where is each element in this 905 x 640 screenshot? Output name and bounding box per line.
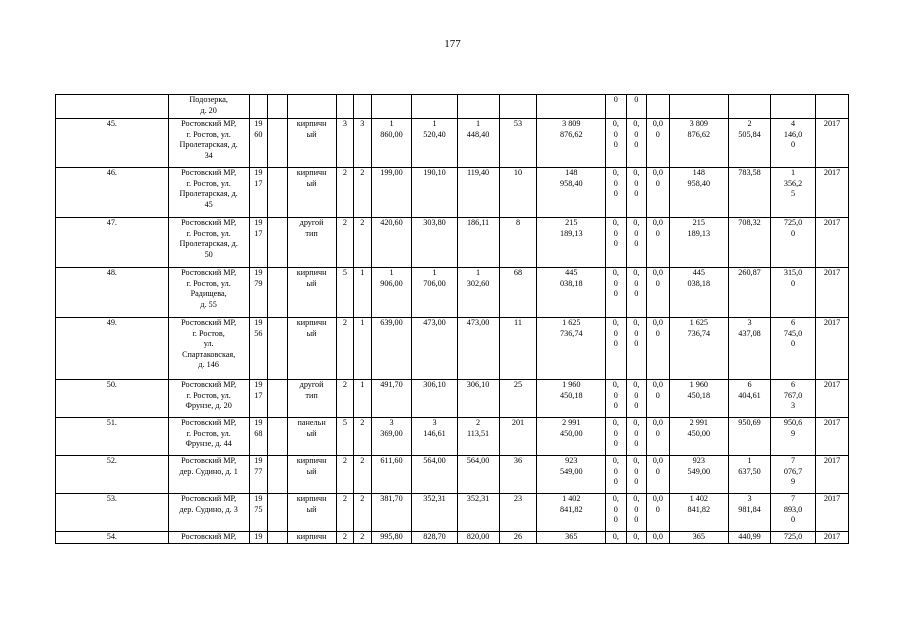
cost-per-m2-cell: 6 404,61 xyxy=(729,380,771,418)
area-total-cell: 639,00 xyxy=(371,318,412,380)
cost-total-cell: 3 809 876,62 xyxy=(537,119,606,168)
area-living-cell: 3 146,61 xyxy=(412,418,457,456)
empty-cell xyxy=(268,268,287,318)
fund-cell-3: 0,0 0 xyxy=(647,494,670,532)
area-living-cell: 828,70 xyxy=(412,532,457,544)
plan-year-cell: 2017 xyxy=(816,119,849,168)
address-cell: Ростовский МР, г. Ростов, ул. Пролетарская, д. 50 xyxy=(168,218,249,268)
table-row xyxy=(56,494,849,532)
row-number: 54. xyxy=(56,532,169,544)
cost-final-cell: 215 189,13 xyxy=(669,218,728,268)
cost-final-cell: 3 809 876,62 xyxy=(669,119,728,168)
area-total-cell: 381,70 xyxy=(371,494,412,532)
table-row xyxy=(56,380,849,418)
floors-min-cell: 2 xyxy=(354,218,371,268)
cost-total-cell: 1 625 736,74 xyxy=(537,318,606,380)
cost-final-cell: 1 402 841,82 xyxy=(669,494,728,532)
residents-cell: 26 xyxy=(499,532,537,544)
fund-cell-1: 0, 0 0 xyxy=(606,456,626,494)
table-row xyxy=(56,218,849,268)
max-cost-cell: 6 767,0 3 xyxy=(771,380,816,418)
table-row xyxy=(56,456,849,494)
fund-cell-2: 0, 0 0 xyxy=(626,218,646,268)
address-cell: Ростовский МР, г. Ростов, ул. Фрунзе, д. 44 xyxy=(168,418,249,456)
fund-cell-1: 0, 0 0 xyxy=(606,218,626,268)
year-cell: 19 17 xyxy=(249,218,267,268)
year-cell: 19 79 xyxy=(249,268,267,318)
empty-cell xyxy=(268,494,287,532)
cost-per-m2-cell: 950,69 xyxy=(729,418,771,456)
floors-min-cell: 3 xyxy=(354,119,371,168)
row-number: 50. xyxy=(56,380,169,418)
cost-per-m2-cell: 3 437,08 xyxy=(729,318,771,380)
row-number: 45. xyxy=(56,119,169,168)
area-private-cell: 119,40 xyxy=(457,168,499,218)
row-number: 48. xyxy=(56,268,169,318)
max-cost-cell: 1 356,2 5 xyxy=(771,168,816,218)
year-cell: 19 77 xyxy=(249,456,267,494)
address-cell: Ростовский МР, г. Ростов, ул. Пролетарская, д. 45 xyxy=(168,168,249,218)
floors-max-cell: 5 xyxy=(336,268,353,318)
empty-cell xyxy=(268,418,287,456)
cost-total-cell: 445 038,18 xyxy=(537,268,606,318)
material-cell: другой тип xyxy=(287,218,336,268)
area-total-cell: 420,60 xyxy=(371,218,412,268)
year-cell: 19 60 xyxy=(249,119,267,168)
fund-cell-1: 0, 0 0 xyxy=(606,268,626,318)
floors-min-cell xyxy=(354,95,371,119)
plan-year-cell: 2017 xyxy=(816,218,849,268)
fund-cell-2: 0, 0 0 xyxy=(626,168,646,218)
address-cell: Ростовский МР, г. Ростов, ул. Спартаковская, д. 146 xyxy=(168,318,249,380)
area-living-cell: 190,10 xyxy=(412,168,457,218)
cost-total-cell: 365 xyxy=(537,532,606,544)
year-cell: 19 xyxy=(249,532,267,544)
table-row xyxy=(56,532,849,544)
max-cost-cell: 7 076,7 9 xyxy=(771,456,816,494)
max-cost-cell: 315,0 0 xyxy=(771,268,816,318)
cost-total-cell: 923 549,00 xyxy=(537,456,606,494)
area-total-cell: 491,70 xyxy=(371,380,412,418)
empty-cell xyxy=(268,318,287,380)
area-living-cell: 473,00 xyxy=(412,318,457,380)
table-row xyxy=(56,119,849,168)
fund-cell-1: 0, 0 0 xyxy=(606,418,626,456)
table-row xyxy=(56,95,849,119)
area-living-cell: 564,00 xyxy=(412,456,457,494)
empty-cell xyxy=(268,456,287,494)
cost-per-m2-cell: 260,87 xyxy=(729,268,771,318)
area-private-cell: 564,00 xyxy=(457,456,499,494)
cost-total-cell: 1 402 841,82 xyxy=(537,494,606,532)
row-number: 52. xyxy=(56,456,169,494)
fund-cell-1: 0, 0 0 xyxy=(606,119,626,168)
residents-cell: 8 xyxy=(499,218,537,268)
cost-per-m2-cell xyxy=(729,95,771,119)
address-cell: Ростовский МР, г. Ростов, ул. Пролетарская, д. 34 xyxy=(168,119,249,168)
year-cell: 19 17 xyxy=(249,380,267,418)
material-cell xyxy=(287,95,336,119)
fund-cell-3: 0,0 0 xyxy=(647,168,670,218)
cost-final-cell: 445 038,18 xyxy=(669,268,728,318)
max-cost-cell: 6 745,0 0 xyxy=(771,318,816,380)
floors-min-cell: 2 xyxy=(354,418,371,456)
year-cell xyxy=(249,95,267,119)
fund-cell-2: 0, 0 0 xyxy=(626,318,646,380)
floors-max-cell: 2 xyxy=(336,318,353,380)
area-private-cell: 473,00 xyxy=(457,318,499,380)
floors-min-cell: 1 xyxy=(354,380,371,418)
floors-max-cell: 3 xyxy=(336,119,353,168)
floors-min-cell: 1 xyxy=(354,268,371,318)
fund-cell-2: 0, 0 0 xyxy=(626,119,646,168)
area-total-cell: 611,60 xyxy=(371,456,412,494)
cost-final-cell xyxy=(669,95,728,119)
floors-max-cell: 5 xyxy=(336,418,353,456)
row-number: 46. xyxy=(56,168,169,218)
fund-cell-3: 0,0 0 xyxy=(647,268,670,318)
fund-cell-2: 0, 0 0 xyxy=(626,456,646,494)
table-row xyxy=(56,418,849,456)
row-number: 53. xyxy=(56,494,169,532)
fund-cell-2: 0, 0 0 xyxy=(626,380,646,418)
cost-total-cell: 215 189,13 xyxy=(537,218,606,268)
cost-per-m2-cell: 708,32 xyxy=(729,218,771,268)
material-cell: кирпичн ый xyxy=(287,168,336,218)
cost-total-cell: 2 991 450,00 xyxy=(537,418,606,456)
material-cell: другой тип xyxy=(287,380,336,418)
fund-cell-3: 0,0 0 xyxy=(647,218,670,268)
plan-year-cell: 2017 xyxy=(816,456,849,494)
plan-year-cell: 2017 xyxy=(816,168,849,218)
plan-year-cell: 2017 xyxy=(816,418,849,456)
area-private-cell: 2 113,51 xyxy=(457,418,499,456)
year-cell: 19 17 xyxy=(249,168,267,218)
page-number: 177 xyxy=(444,38,461,50)
fund-cell-3: 0,0 0 xyxy=(647,456,670,494)
floors-max-cell: 2 xyxy=(336,168,353,218)
fund-cell-3: 0,0 xyxy=(647,532,670,544)
fund-cell-2: 0, 0 0 xyxy=(626,418,646,456)
area-private-cell: 1 302,60 xyxy=(457,268,499,318)
residents-cell: 36 xyxy=(499,456,537,494)
material-cell: кирпичн ый xyxy=(287,456,336,494)
material-cell: кирпичн ый xyxy=(287,268,336,318)
max-cost-cell: 725,0 0 xyxy=(771,218,816,268)
fund-cell-3: 0,0 0 xyxy=(647,318,670,380)
residents-cell: 201 xyxy=(499,418,537,456)
fund-cell-1: 0 xyxy=(606,95,626,119)
plan-year-cell: 2017 xyxy=(816,532,849,544)
max-cost-cell: 725,0 xyxy=(771,532,816,544)
floors-max-cell: 2 xyxy=(336,494,353,532)
fund-cell-1: 0, 0 0 xyxy=(606,494,626,532)
area-private-cell: 306,10 xyxy=(457,380,499,418)
floors-min-cell: 2 xyxy=(354,532,371,544)
area-living-cell: 1 706,00 xyxy=(412,268,457,318)
table-row xyxy=(56,168,849,218)
fund-cell-2: 0 xyxy=(626,95,646,119)
material-cell: кирпичн xyxy=(287,532,336,544)
area-private-cell: 1 448,40 xyxy=(457,119,499,168)
empty-cell xyxy=(268,168,287,218)
material-cell: панельн ый xyxy=(287,418,336,456)
empty-cell xyxy=(268,119,287,168)
fund-cell-2: 0, 0 0 xyxy=(626,268,646,318)
empty-cell xyxy=(268,218,287,268)
residents-cell: 10 xyxy=(499,168,537,218)
area-total-cell: 3 369,00 xyxy=(371,418,412,456)
row-number: 47. xyxy=(56,218,169,268)
area-private-cell: 186,11 xyxy=(457,218,499,268)
area-living-cell: 303,80 xyxy=(412,218,457,268)
area-living-cell: 306,10 xyxy=(412,380,457,418)
fund-cell-3 xyxy=(647,95,670,119)
year-cell: 19 75 xyxy=(249,494,267,532)
empty-cell xyxy=(268,532,287,544)
floors-max-cell: 2 xyxy=(336,380,353,418)
cost-per-m2-cell: 440,99 xyxy=(729,532,771,544)
max-cost-cell: 7 893,0 0 xyxy=(771,494,816,532)
cost-per-m2-cell: 783,58 xyxy=(729,168,771,218)
fund-cell-1: 0, 0 0 xyxy=(606,380,626,418)
plan-year-cell: 2017 xyxy=(816,380,849,418)
cost-total-cell xyxy=(537,95,606,119)
residents-cell: 53 xyxy=(499,119,537,168)
floors-max-cell xyxy=(336,95,353,119)
area-total-cell: 995,80 xyxy=(371,532,412,544)
cost-total-cell: 1 960 450,18 xyxy=(537,380,606,418)
residents-cell: 25 xyxy=(499,380,537,418)
material-cell: кирпичн ый xyxy=(287,119,336,168)
address-cell: Ростовский МР, дер. Судино, д. 1 xyxy=(168,456,249,494)
max-cost-cell: 950,6 9 xyxy=(771,418,816,456)
floors-min-cell: 2 xyxy=(354,168,371,218)
floors-max-cell: 2 xyxy=(336,456,353,494)
fund-cell-1: 0, xyxy=(606,532,626,544)
plan-year-cell: 2017 xyxy=(816,268,849,318)
cost-final-cell: 365 xyxy=(669,532,728,544)
empty-cell xyxy=(268,380,287,418)
table-row xyxy=(56,268,849,318)
floors-max-cell: 2 xyxy=(336,532,353,544)
year-cell: 19 68 xyxy=(249,418,267,456)
cost-per-m2-cell: 2 505,84 xyxy=(729,119,771,168)
row-number xyxy=(56,95,169,119)
plan-year-cell xyxy=(816,95,849,119)
cost-total-cell: 148 958,40 xyxy=(537,168,606,218)
floors-min-cell: 2 xyxy=(354,494,371,532)
residents-cell: 23 xyxy=(499,494,537,532)
floors-min-cell: 2 xyxy=(354,456,371,494)
area-living-cell: 352,31 xyxy=(412,494,457,532)
cost-final-cell: 923 549,00 xyxy=(669,456,728,494)
cost-final-cell: 1 960 450,18 xyxy=(669,380,728,418)
area-private-cell xyxy=(457,95,499,119)
plan-year-cell: 2017 xyxy=(816,318,849,380)
area-total-cell: 1 860,00 xyxy=(371,119,412,168)
area-total-cell: 199,00 xyxy=(371,168,412,218)
cost-final-cell: 148 958,40 xyxy=(669,168,728,218)
table-row xyxy=(56,318,849,380)
cost-final-cell: 2 991 450,00 xyxy=(669,418,728,456)
housing-registry-table xyxy=(55,94,849,544)
fund-cell-2: 0, 0 0 xyxy=(626,494,646,532)
fund-cell-3: 0,0 0 xyxy=(647,380,670,418)
area-private-cell: 820,00 xyxy=(457,532,499,544)
empty-cell xyxy=(268,95,287,119)
cost-final-cell: 1 625 736,74 xyxy=(669,318,728,380)
fund-cell-1: 0, 0 0 xyxy=(606,168,626,218)
fund-cell-3: 0,0 0 xyxy=(647,119,670,168)
cost-per-m2-cell: 3 981,84 xyxy=(729,494,771,532)
address-cell: Ростовский МР, дер. Судино, д. 3 xyxy=(168,494,249,532)
fund-cell-3: 0,0 0 xyxy=(647,418,670,456)
residents-cell: 11 xyxy=(499,318,537,380)
area-living-cell: 1 520,40 xyxy=(412,119,457,168)
material-cell: кирпичн ый xyxy=(287,318,336,380)
residents-cell xyxy=(499,95,537,119)
plan-year-cell: 2017 xyxy=(816,494,849,532)
floors-max-cell: 2 xyxy=(336,218,353,268)
max-cost-cell: 4 146,0 0 xyxy=(771,119,816,168)
area-total-cell xyxy=(371,95,412,119)
address-cell: Подозерка, д. 20 xyxy=(168,95,249,119)
row-number: 49. xyxy=(56,318,169,380)
floors-min-cell: 1 xyxy=(354,318,371,380)
fund-cell-1: 0, 0 0 xyxy=(606,318,626,380)
row-number: 51. xyxy=(56,418,169,456)
material-cell: кирпичн ый xyxy=(287,494,336,532)
address-cell: Ростовский МР, г. Ростов, ул. Радищева, д. 55 xyxy=(168,268,249,318)
address-cell: Ростовский МР, xyxy=(168,532,249,544)
cost-per-m2-cell: 1 637,50 xyxy=(729,456,771,494)
area-total-cell: 1 906,00 xyxy=(371,268,412,318)
residents-cell: 68 xyxy=(499,268,537,318)
fund-cell-2: 0, xyxy=(626,532,646,544)
address-cell: Ростовский МР, г. Ростов, ул. Фрунзе, д. 20 xyxy=(168,380,249,418)
area-living-cell xyxy=(412,95,457,119)
max-cost-cell xyxy=(771,95,816,119)
area-private-cell: 352,31 xyxy=(457,494,499,532)
year-cell: 19 56 xyxy=(249,318,267,380)
